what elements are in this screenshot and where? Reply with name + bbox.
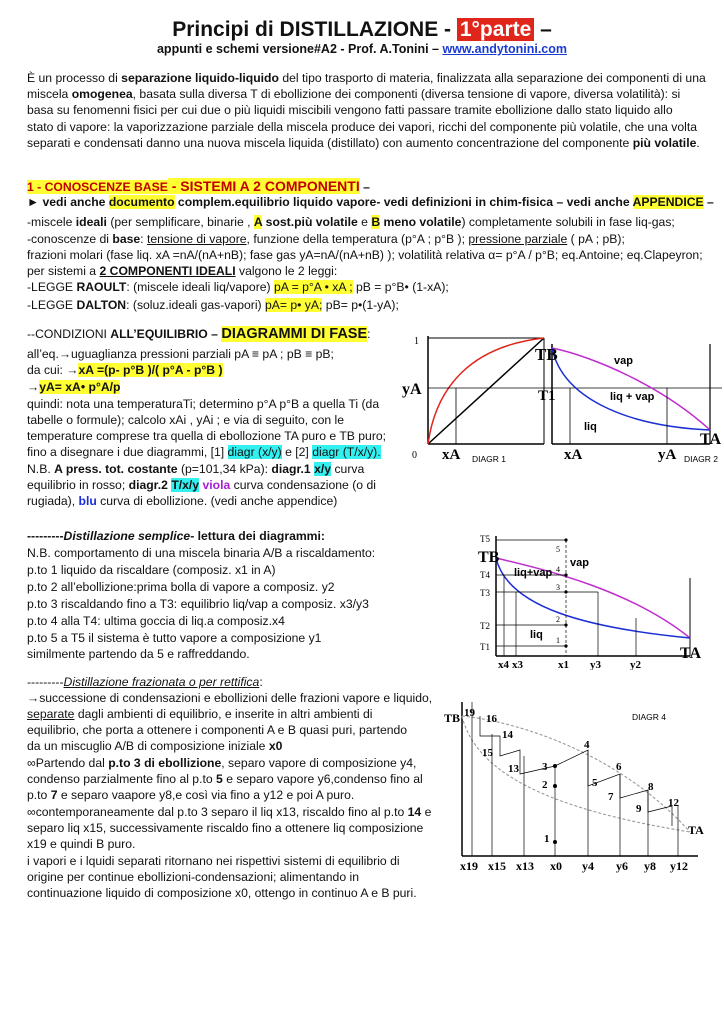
diag4-p6: 6 xyxy=(616,761,622,773)
semplice-line-3: p.to 2 all’ebollizione:prima bolla di vapore a composiz. y2 xyxy=(27,580,335,594)
fraz-line-4: da un miscuglio A/B di composizione iniziale x0 xyxy=(27,739,283,753)
diag3-tb: TB xyxy=(478,549,500,566)
diag4-p5: 5 xyxy=(592,777,598,789)
eq-line-7: temperature comprese tra quella di ebollozione TA puro e TB puro; xyxy=(27,429,387,443)
title-highlight: 1°parte xyxy=(457,18,534,41)
intro-paragraph: È un processo di separazione liquido-liquido del tipo trasporto di materia, finalizzata alla separazione dei componenti di una miscela omogenea, basata sulla diversa T di ebollizione dei componenti (diversa tensione di vapore, diversa volatilità): si basa su fenomenni fisici per cui due o più liquidi miscibili vengono fatti passare tramite ebollizione dallo stato liquido allo stato di vapore: la vaporizzazione parziale della miscela produce dei vapori, ricchi del componente più volatile, che una volta separati e condensati danno una nuova miscela liquida (distillato) con aumento concentrazione del componente più volatile. xyxy=(27,71,706,150)
diag4-label: DIAGR 4 xyxy=(632,712,667,722)
semplice-line-7: similmente partendo da 5 e raffreddando. xyxy=(27,647,250,661)
diag3-liq: liq xyxy=(530,629,543,641)
eq-line-6: tabelle o formule); calcolo xAi , yAi ; e via di seguito, con le xyxy=(27,413,345,427)
diag1-one: 1 xyxy=(414,336,419,347)
diag3-p1: 1 xyxy=(556,636,560,645)
diag4-y6: y6 xyxy=(616,859,628,873)
eq-line-5: quindi: nota una temperaturaTi; determino p°A p°B a quella Ti (da xyxy=(27,397,380,411)
frazionata-heading: ---------Distillazione frazionata o per rettifica: xyxy=(27,675,263,689)
diag3-t3: T3 xyxy=(480,588,490,598)
frazioni-line: frazioni molari (fase liq. xA =nA/(nA+nB); fase gas yA=nA/(nA+nB) ); volatilità relativa α= p°A / p°B; eq.Antoine; eq.Clapeyron; xyxy=(27,248,703,262)
diag3-ta: TA xyxy=(680,645,702,662)
appendice-link[interactable]: APPENDICE xyxy=(632,195,704,209)
diag4-x19: x19 xyxy=(460,859,478,873)
diag4-p14: 14 xyxy=(502,729,513,741)
diag4-ta: TA xyxy=(688,823,704,837)
diag1-xa: xA xyxy=(442,447,461,463)
diagram-1 xyxy=(402,336,722,464)
diag2-liqvap: liq + vap xyxy=(610,391,655,403)
diag4-y8: y8 xyxy=(644,859,656,873)
diag2-label: DIAGR 2 xyxy=(684,454,719,464)
diag4-p3: 3 xyxy=(542,761,548,773)
diag3-t1: T1 xyxy=(480,642,490,652)
diag3-x4: x4 xyxy=(498,659,509,670)
diag4-p19: 19 xyxy=(464,707,475,719)
semplice-line-1: N.B. comportamento di una miscela binaria A/B a riscaldamento: xyxy=(27,546,376,560)
diag2-xa: xA xyxy=(564,447,583,463)
diag4-y12: y12 xyxy=(670,859,688,873)
semplice-line-2: p.to 1 liquido da riscaldare (composiz. x1 in A) xyxy=(27,563,276,577)
diag1-zero: 0 xyxy=(412,450,417,461)
site-link[interactable]: www.andytonini.com xyxy=(442,42,568,56)
conoscenze-line: -conoscenze di base: tensione di vapore, funzione della temperatura (p°A ; p°B ); pressione parziale ( pA ; pB); xyxy=(27,232,625,246)
diag4-x0: x0 xyxy=(550,859,562,873)
diag2-ta: TA xyxy=(700,431,722,448)
fraz-line-11: i vapori e i lquidi separati ritornano nei rispettivi sistemi di equilibrio di xyxy=(27,854,400,868)
diag4-p7: 7 xyxy=(608,791,614,803)
eq-line-1: all’eq.→uguaglianza pressioni parziali pA ≡ pA ; pB ≡ pB; xyxy=(27,347,334,361)
eq-formula-x: da cui: →xA =(p- p°B )/( p°A - p°B ) xyxy=(27,363,223,377)
diag2-liq: liq xyxy=(584,421,597,433)
diag4-x13: x13 xyxy=(516,859,534,873)
diag4-p13: 13 xyxy=(508,763,519,775)
diag3-x1: x1 xyxy=(558,659,569,670)
page-title: Principi di DISTILLAZIONE - 1°parte – xyxy=(172,18,552,41)
page-subtitle: appunti e schemi versione#A2 - Prof. A.Tonini – www.andytonini.com xyxy=(156,42,568,56)
diag1-label: DIAGR 1 xyxy=(472,454,507,464)
eq-line-9: N.B. A press. tot. costante (p=101,34 kPa): diagr.1 x/y curva xyxy=(27,462,365,476)
fraz-line-10: x19 e quindi B puro. xyxy=(27,837,136,851)
semplice-line-5: p.to 4 alla T4: ultima goccia di liq.a composiz.x4 xyxy=(27,614,285,628)
diag2-ya: yA xyxy=(658,447,677,463)
diag3-y2: y2 xyxy=(630,659,641,670)
eq-line-11: rugiada), blu curva di ebollizione. (vedi anche appendice) xyxy=(27,494,338,508)
diag3-p3: 3 xyxy=(556,583,560,592)
diag2-tb: TB xyxy=(535,345,558,364)
diag4-y4: y4 xyxy=(582,859,594,873)
diag4-p9: 9 xyxy=(636,803,642,815)
fraz-line-8: ∞contemporaneamente dal p.to 3 separo il liq x13, riscaldo fino al p.to 14 e xyxy=(27,805,432,819)
fraz-line-1: →successione di condensazioni e ebollizioni delle frazioni vapore e liquido, xyxy=(27,691,433,705)
semplice-line-6: p.to 5 a T5 il sistema è tutto vapore a composizione y1 xyxy=(27,631,322,645)
diag3-p5: 5 xyxy=(556,545,560,554)
fraz-line-2: separate dagli ambienti di equilibrio, e inserite in altri ambienti di xyxy=(27,707,373,721)
diag3-t4: T4 xyxy=(480,570,490,580)
diagrams-1-2 xyxy=(392,326,722,466)
diag4-tb: TB xyxy=(444,711,461,725)
diag4-p1: 1 xyxy=(544,833,550,845)
see-also-line: ► vedi anche documento complem.equilibrio liquido vapore- vedi definizioni in chim-fisica – vedi anche APPENDICE – xyxy=(27,195,714,209)
diagram-3 xyxy=(458,528,712,670)
semplice-line-4: p.to 3 riscaldando fino a T3: equilibrio liq/vap a composiz. x3/y3 xyxy=(27,597,369,611)
miscele-line: -miscele ideali (per semplificare, binarie , A sost.più volatile e B meno volatile) completamente solubili in fase liq-gas; xyxy=(27,215,675,229)
diag2-t1: T1 xyxy=(538,388,556,404)
fraz-line-7: p.to 7 e separo vaapore y8,e così via fino a y12 e poi A puro. xyxy=(27,788,355,802)
fraz-line-5: ∞Partendo dal p.to 3 di ebollizione, separo vapore di composizione y4, xyxy=(27,756,417,770)
fraz-line-9: separo liq x15, successivamente riscaldo fino a ottenere liq composizione xyxy=(27,821,424,835)
equilibrio-heading: --CONDIZIONI ALL’EQUILIBRIO – DIAGRAMMI DI FASE: xyxy=(27,326,371,342)
diag3-t2: T2 xyxy=(480,621,490,631)
diag3-liqvap: liq+vap xyxy=(514,567,553,579)
diagram-4 xyxy=(440,694,712,876)
diagram-2 xyxy=(535,344,721,464)
eq-formula-y: →yA= xA• p°A/p xyxy=(27,380,121,394)
eq-line-10: equilibrio in rosso; diagr.2 T/x/y viola curva condensazione (o di xyxy=(27,478,376,492)
diag3-t5: T5 xyxy=(480,534,490,544)
eq-line-8: fino a disegnare i due diagrammi, [1] diagr (x/y) e [2] diagr (T/x/y). xyxy=(27,445,381,459)
documento-link[interactable]: documento xyxy=(108,195,175,209)
fraz-line-12: origine per continue ebollizioni-condensazioni; alimentando in xyxy=(27,870,359,884)
diag4-p15: 15 xyxy=(482,747,493,759)
fraz-line-13: continuazione liquido di composizione x0, ottengo in continuo A e B puri. xyxy=(27,886,417,900)
diag3-x3: x3 xyxy=(512,659,523,670)
diag3-p2: 2 xyxy=(556,615,560,624)
fraz-line-3: equilibrio, che porta a ottenere i componenti A e B quasi puri, partendo xyxy=(27,723,408,737)
diag4-p8: 8 xyxy=(648,781,654,793)
diag4-p4: 4 xyxy=(584,739,590,751)
diag4-p12: 12 xyxy=(668,797,679,809)
diag3-vap: vap xyxy=(570,557,589,569)
section1-heading: 1 - CONOSCENZE BASE - SISTEMI A 2 COMPONENTI – xyxy=(27,178,370,194)
dalton-line: -LEGGE DALTON: (soluz.ideali gas-vapori) pA= p• yA; pB= p•(1-yA); xyxy=(27,298,399,312)
diag4-p2: 2 xyxy=(542,779,548,791)
diag2-vap: vap xyxy=(614,355,633,367)
diag4-x15: x15 xyxy=(488,859,506,873)
raoult-line: -LEGGE RAOULT: (miscele ideali liq/vapore) pA = p°A • xA ; pB = p°B• (1-xA); xyxy=(27,280,449,294)
fraz-line-6: condenso parzialmente fino al p.to 5 e separo vapore y6,condenso fino al xyxy=(27,772,423,786)
leggi-intro-line: per sistemi a 2 COMPONENTI IDEALI valgono le 2 leggi: xyxy=(27,264,338,278)
diag1-ya: yA xyxy=(402,381,422,398)
diag4-p16: 16 xyxy=(486,713,497,725)
diag3-y3: y3 xyxy=(590,659,601,670)
diag3-p4: 4 xyxy=(556,565,560,574)
semplice-heading: ---------Distillazione semplice- lettura dei diagrammi: xyxy=(27,529,325,543)
